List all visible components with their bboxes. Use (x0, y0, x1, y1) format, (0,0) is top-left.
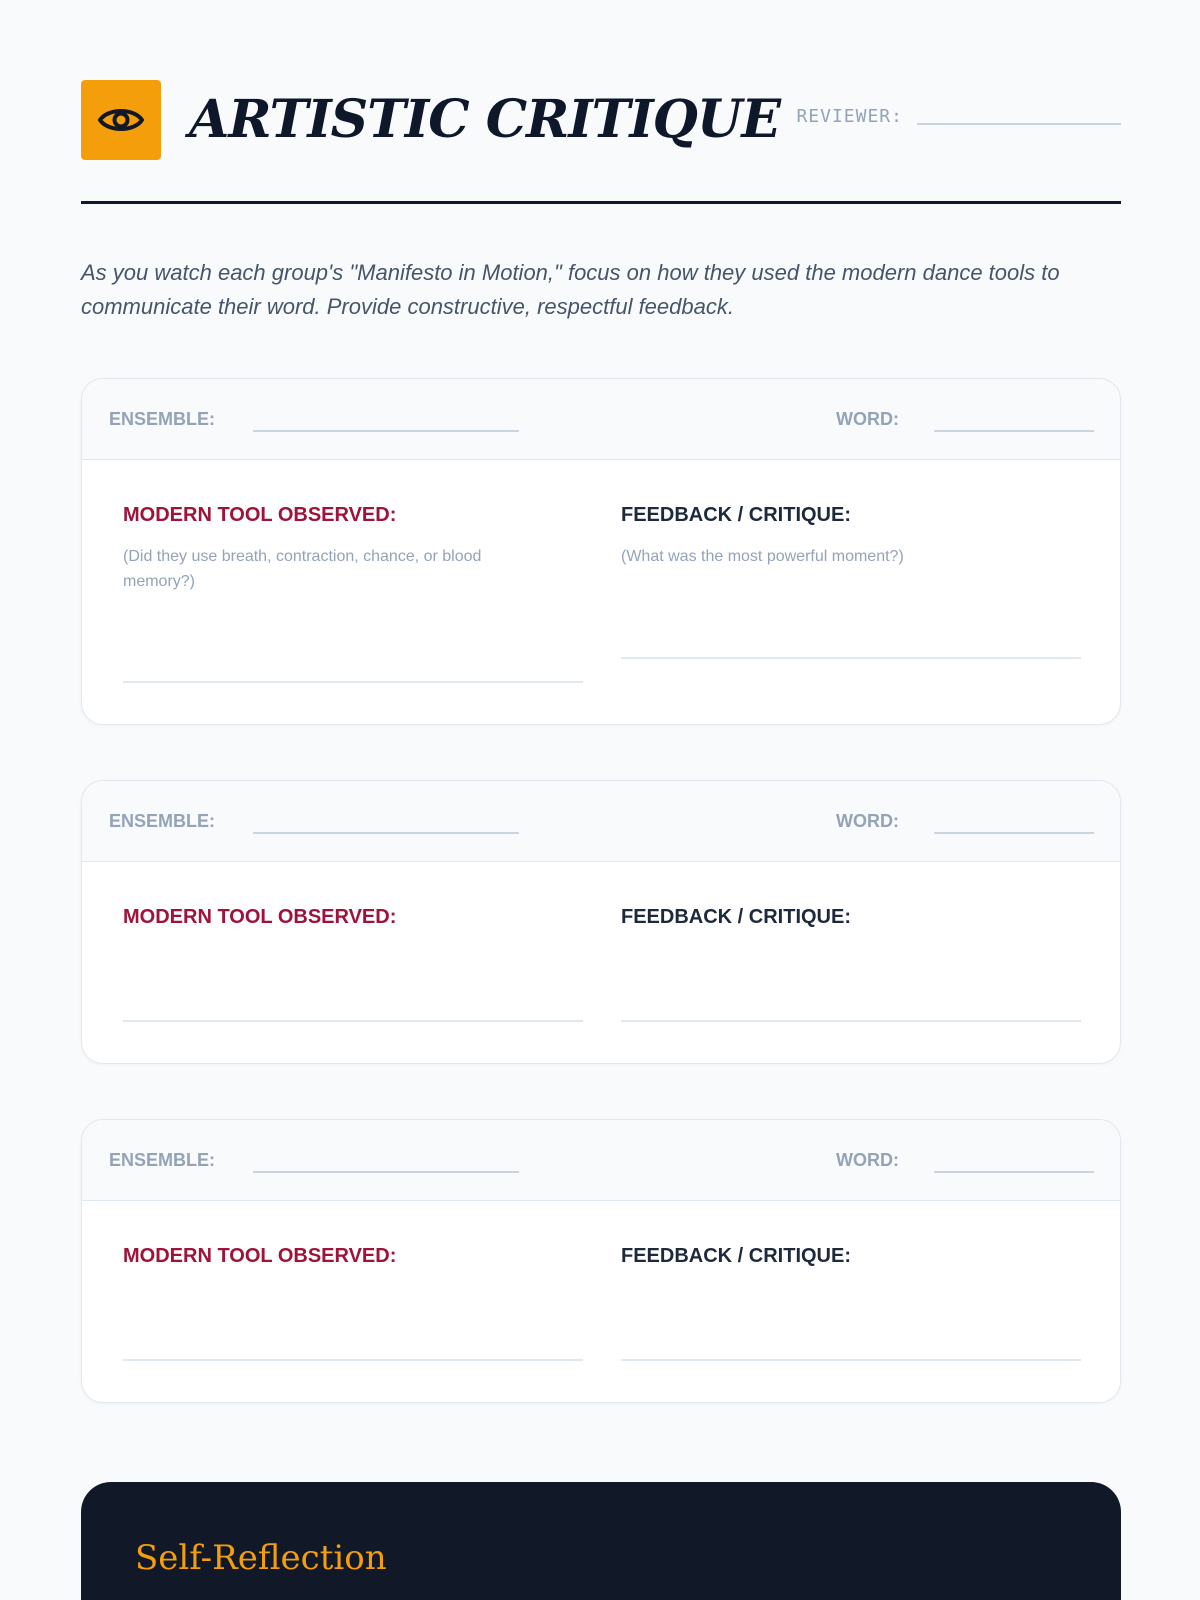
ensemble-input-line[interactable] (253, 832, 519, 834)
modern-tool-title: MODERN TOOL OBSERVED: (123, 1245, 397, 1267)
ensemble-input-line[interactable] (253, 430, 519, 432)
modern-tool-answer-line[interactable] (123, 1020, 583, 1022)
modern-tool-title: MODERN TOOL OBSERVED: (123, 906, 397, 928)
critique-card-1 (81, 378, 1121, 725)
critique-card-2 (81, 780, 1121, 1064)
ensemble-input-line[interactable] (253, 1171, 519, 1173)
page-header (81, 80, 1121, 204)
modern-tool-title: MODERN TOOL OBSERVED: (123, 504, 397, 526)
eye-icon (96, 95, 146, 145)
feedback-answer-line[interactable] (621, 657, 1081, 659)
feedback-title: FEEDBACK / CRITIQUE: (621, 1245, 851, 1267)
word-input-line[interactable] (934, 832, 1094, 834)
feedback-answer-line[interactable] (621, 1359, 1081, 1361)
feedback-hint: (What was the most powerful moment?) (621, 548, 904, 565)
reviewer-field (796, 106, 1121, 127)
ensemble-label: ENSEMBLE: (109, 409, 216, 429)
card-header (82, 379, 1120, 460)
word-label: WORD: (836, 1150, 899, 1170)
word-label: WORD: (836, 409, 899, 429)
card-header (82, 1120, 1120, 1201)
feedback-title: FEEDBACK / CRITIQUE: (621, 504, 851, 526)
word-input-line[interactable] (934, 430, 1094, 432)
modern-tool-answer-line[interactable] (123, 1359, 583, 1361)
reviewer-input-line[interactable] (917, 123, 1121, 125)
critique-card-3 (81, 1119, 1121, 1403)
word-label: WORD: (836, 811, 899, 831)
modern-tool-answer-line[interactable] (123, 681, 583, 683)
card-header (82, 781, 1120, 862)
ensemble-label: ENSEMBLE: (109, 811, 216, 831)
self-reflection-title: Self-Reflection (135, 1538, 387, 1578)
ensemble-label: ENSEMBLE: (109, 1150, 216, 1170)
feedback-answer-line[interactable] (621, 1020, 1081, 1022)
intro-text: As you watch each group's "Manifesto in Motion," focus on how they used the modern dance tools to communicate their word. Provide constructive, respectful feedback. (81, 260, 1060, 319)
reviewer-label: REVIEWER: (796, 106, 903, 127)
modern-tool-hint: (Did they use breath, contraction, chance, or blood memory?) (123, 548, 482, 590)
page-title: ARTISTIC CRITIQUE (189, 89, 780, 150)
logo-badge (81, 80, 161, 160)
word-input-line[interactable] (934, 1171, 1094, 1173)
feedback-title: FEEDBACK / CRITIQUE: (621, 906, 851, 928)
self-reflection-panel (81, 1482, 1121, 1600)
